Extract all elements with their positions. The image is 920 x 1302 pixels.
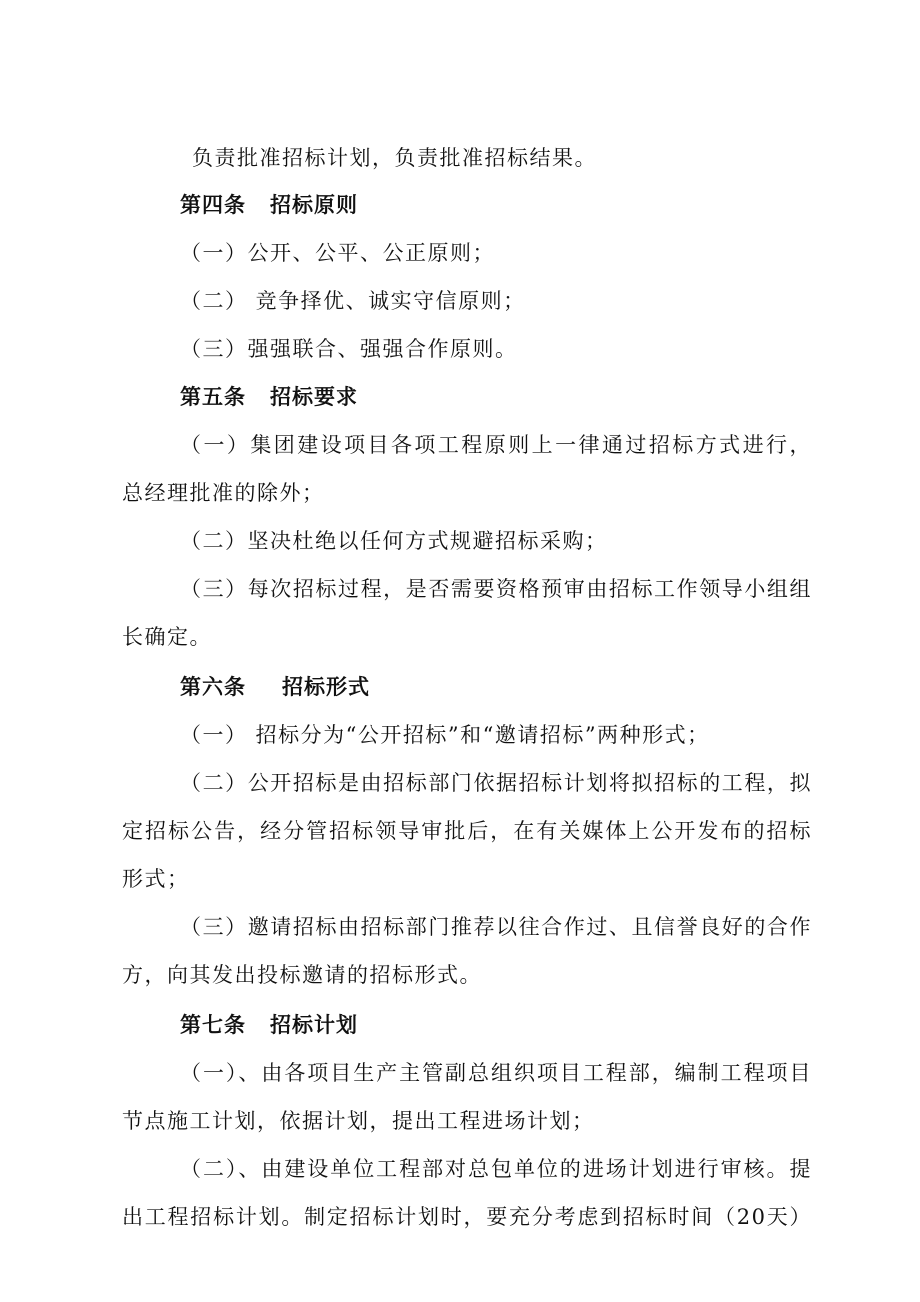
article-6-heading (180, 672, 370, 702)
article-5-item-3-line-2: 长确定。 (122, 625, 212, 649)
article-6-title: 招标形式 (282, 674, 370, 699)
paragraph-approval: 负责批准招标计划，负责批准招标结果。 (192, 146, 597, 170)
article-4-item-1: （一）公开、公平、公正原则； (180, 241, 495, 265)
article-4-title: 招标原则 (270, 192, 358, 217)
article-5-item-1-line-1: （一）集团建设项目各项工程原则上一律通过招标方式进行， (180, 433, 812, 457)
article-7-heading (180, 1010, 358, 1040)
article-6-item-3-line-2: 方，向其发出投标邀请的招标形式。 (122, 963, 482, 987)
article-5-title: 招标要求 (270, 384, 358, 409)
article-4-item-2: （二） 竞争择优、诚实守信原则； (180, 289, 526, 313)
article-7-item-2-line-1: （二）、由建设单位工程部对总包单位的进场计划进行审核。提 (180, 1157, 812, 1181)
article-5-heading (180, 382, 358, 412)
article-5-item-1-line-2: 总经理批准的除外； (122, 481, 325, 505)
article-4-item-3: （三）强强联合、强强合作原则。 (180, 337, 518, 361)
article-6-item-3-line-1: （三）邀请招标由招标部门推荐以往合作过、且信誉良好的合作 (180, 915, 812, 939)
article-7-item-1-line-2: 节点施工计划，依据计划，提出工程进场计划； (122, 1109, 595, 1133)
article-4-heading (180, 190, 358, 220)
article-6-item-2-line-2: 定招标公告，经分管招标领导审批后，在有关媒体上公开发布的招标 (122, 819, 812, 843)
article-7-item-1-line-1: （一）、由各项目生产主管副总组织项目工程部，编制工程项目 (180, 1061, 812, 1085)
article-5-item-2: （二）坚决杜绝以任何方式规避招标采购； (180, 529, 608, 553)
article-5-number: 第五条 (180, 384, 246, 409)
article-6-item-1: （一） 招标分为“公开招标”和“邀请招标”两种形式； (180, 723, 710, 747)
article-4-number: 第四条 (180, 192, 246, 217)
article-6-item-2-line-3: 形式； (122, 867, 190, 891)
article-7-item-2-line-2: 出工程招标计划。制定招标计划时，要充分考虑到招标时间（20天） (122, 1205, 812, 1229)
article-6-item-2-line-1: （二）公开招标是由招标部门依据招标计划将拟招标的工程，拟 (180, 771, 812, 795)
article-5-item-3-line-1: （三）每次招标过程，是否需要资格预审由招标工作领导小组组 (180, 577, 812, 601)
article-6-number: 第六条 (180, 674, 246, 699)
article-7-number: 第七条 (180, 1012, 246, 1037)
article-7-title: 招标计划 (270, 1012, 358, 1037)
